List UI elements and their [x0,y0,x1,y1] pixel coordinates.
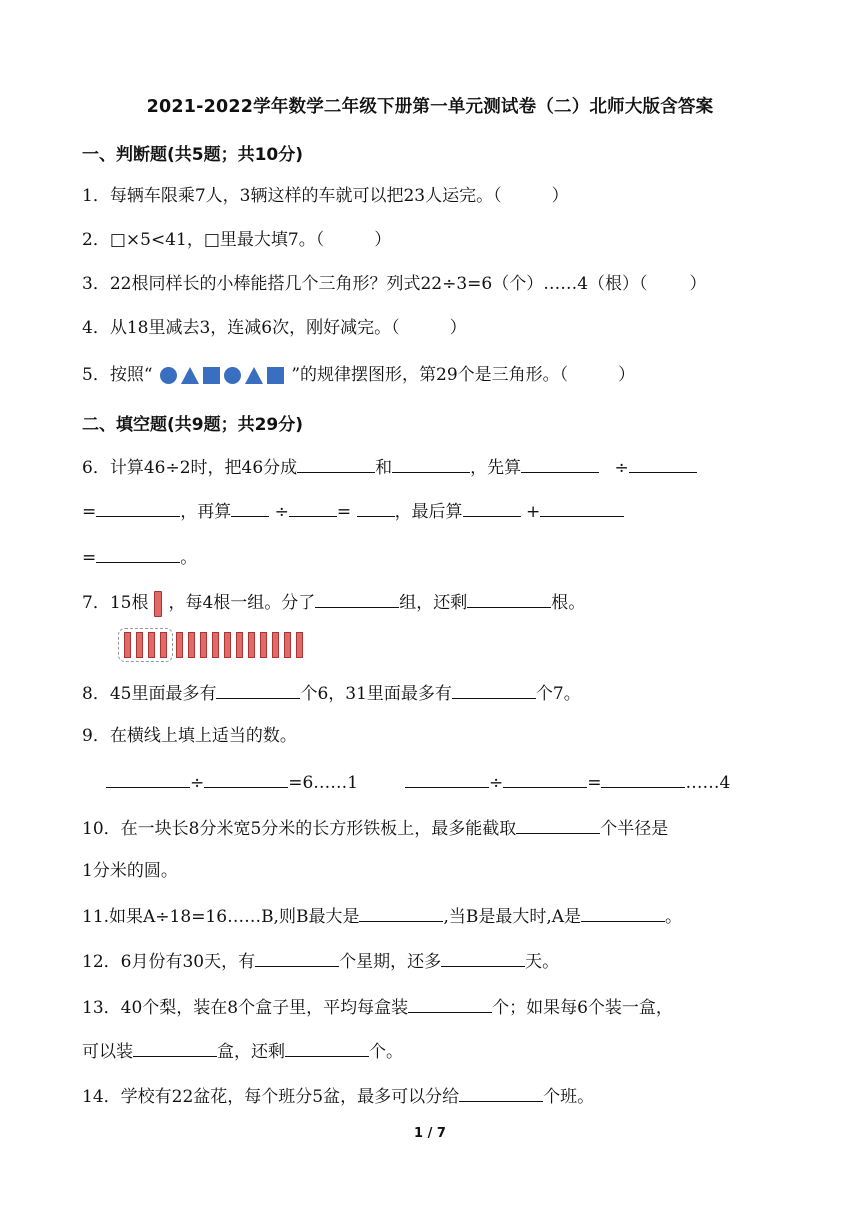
question-text: 4．从18里减去3，连减6次，刚好减完。（ [82,318,400,338]
answer-blank[interactable] [231,498,269,517]
question-text: 13．40个梨，装在8个盒子里，平均每盒装 [82,998,409,1018]
stick-icon [272,632,279,658]
question-text: 个；如果每6个装一盒， [492,998,673,1018]
stick-icon [212,632,219,658]
question-1 [82,184,569,208]
answer-blank[interactable] [133,1038,217,1057]
answer-blank[interactable] [285,1038,369,1057]
question-text: ，最后算 [394,502,463,522]
question-text: 盒，还剩 [217,1042,285,1062]
question-6-line-3 [82,544,197,570]
question-text: ÷ [614,458,629,478]
stick-icon [284,632,291,658]
stick-group-circled [118,628,173,662]
question-text: = [587,773,602,793]
question-text: =6……1 [288,773,359,793]
question-text: 1．每辆车限乘7人，3辆这样的车就可以把23人运完。（ [82,186,502,206]
shape-pattern [160,367,284,384]
question-text: 个半径是 [600,819,669,839]
question-6-line-2 [82,498,624,524]
paren-close: ） [689,274,707,294]
stick-icon [154,591,162,617]
question-9-equations [106,769,730,795]
question-text: = [336,502,352,522]
question-7 [82,589,585,617]
question-text: 10．在一块长8分米宽5分米的长方形铁板上，最多能截取 [82,819,517,839]
answer-blank[interactable] [540,498,624,517]
question-text: 。 [180,548,198,568]
stick-icon [148,632,155,658]
question-10-line-1 [82,815,668,841]
question-14 [82,1083,594,1109]
question-text: ，再算 [180,502,232,522]
question-11 [82,903,682,929]
question-text: 。 [665,907,683,927]
question-4 [82,316,467,340]
stick-icon [160,632,167,658]
question-3 [82,272,707,296]
answer-blank[interactable] [601,769,685,788]
question-text: 个7。 [535,684,581,704]
question-text: = [82,548,97,568]
question-text: 7．15根 [82,593,149,613]
sticks-illustration [118,629,303,661]
answer-blank[interactable] [463,498,521,517]
stick-icon [248,632,255,658]
question-text: ÷ [488,773,504,793]
question-text: ，每4根一组。分了 [168,593,316,613]
answer-blank[interactable] [289,498,337,517]
stick-icon [176,632,183,658]
question-text: 5．按照“ [82,365,153,385]
question-text: 9．在横线上填上适当的数。 [82,726,297,746]
question-text: ……4 [685,773,731,793]
stick-icon [260,632,267,658]
paren-close: ） [449,318,467,338]
stick-icon [236,632,243,658]
question-text: 和 [375,458,393,478]
question-text: ÷ [190,773,205,793]
question-text: 12．6月份有30天，有 [82,952,256,972]
square-shape [267,367,284,384]
question-text: 2．□×5<41，□里最大填7。（ [82,230,325,250]
stick-icon [224,632,231,658]
answer-blank[interactable] [581,903,665,922]
question-text: = [82,502,97,522]
answer-blank[interactable] [315,589,399,608]
paren-close: ） [618,365,636,385]
answer-blank[interactable] [216,680,300,699]
question-text: 可以装 [82,1042,133,1062]
answer-blank[interactable] [392,454,470,473]
section-heading-fill: 二、填空题(共9题；共29分) [82,415,304,435]
question-text: + [525,502,541,522]
question-8 [82,680,581,706]
answer-blank[interactable] [359,903,443,922]
answer-blank[interactable] [96,544,180,563]
question-6-line-1 [82,454,697,480]
triangle-shape [245,367,263,384]
question-text: 8．45里面最多有 [82,684,217,704]
stick-icon [136,632,143,658]
question-text: ,当B是最大时,A是 [443,907,582,927]
question-text: ÷ [274,502,289,522]
question-13-line-1 [82,994,673,1020]
paren-close: ） [551,186,569,206]
answer-blank[interactable] [503,769,587,788]
question-12 [82,948,559,974]
question-13-line-2 [82,1038,403,1064]
paren-close: ） [374,230,392,250]
question-text: 个。 [369,1042,403,1062]
answer-blank[interactable] [516,815,600,834]
answer-blank[interactable] [106,769,190,788]
answer-blank[interactable] [521,454,599,473]
answer-blank[interactable] [408,994,492,1013]
question-text: 个6，31里面最多有 [300,684,452,704]
stick-icon [296,632,303,658]
question-text: ”的规律摆图形，第29个是三角形。（ [291,365,569,385]
question-text: 6．计算46÷2时，把46分成 [82,458,298,478]
question-text: ，先算 [470,458,522,478]
answer-blank[interactable] [452,680,536,699]
answer-blank[interactable] [297,454,375,473]
page-title: 2021-2022学年数学二年级下册第一单元测试卷（二）北师大版含答案 [146,97,714,117]
stick-icon [200,632,207,658]
triangle-shape [181,367,199,384]
answer-blank[interactable] [357,498,395,517]
circle-shape [224,367,241,384]
answer-blank[interactable] [441,948,525,967]
answer-blank[interactable] [405,769,489,788]
answer-blank[interactable] [96,498,180,517]
question-text: 根。 [551,593,586,613]
question-text: 个星期，还多 [339,952,442,972]
question-text: 天。 [525,952,560,972]
question-text: 3．22根同样长的小棒能搭几个三角形？列式22÷3=6（个）……4（根）（ [82,274,648,294]
answer-blank[interactable] [467,589,551,608]
stick-icon [188,632,195,658]
answer-blank[interactable] [204,769,288,788]
stick-icon [124,632,131,658]
question-5 [82,363,635,387]
question-9 [82,724,297,748]
question-text: 1分米的圆。 [82,861,178,881]
page-number: 1 / 7 [414,1126,446,1141]
square-shape [203,367,220,384]
answer-blank[interactable] [459,1083,543,1102]
stick-group-rest [176,632,303,658]
question-text: 11.如果A÷18=16……B,则B最大是 [82,907,360,927]
question-text: 组，还剩 [399,593,468,613]
question-text: 14．学校有22盆花，每个班分5盆，最多可以分给 [82,1087,460,1107]
question-10-line-2 [82,859,178,883]
question-text: 个班。 [543,1087,595,1107]
circle-shape [160,367,177,384]
section-heading-judgement: 一、判断题(共5题；共10分) [82,145,304,165]
answer-blank[interactable] [255,948,339,967]
question-2 [82,228,391,252]
answer-blank[interactable] [629,454,697,473]
